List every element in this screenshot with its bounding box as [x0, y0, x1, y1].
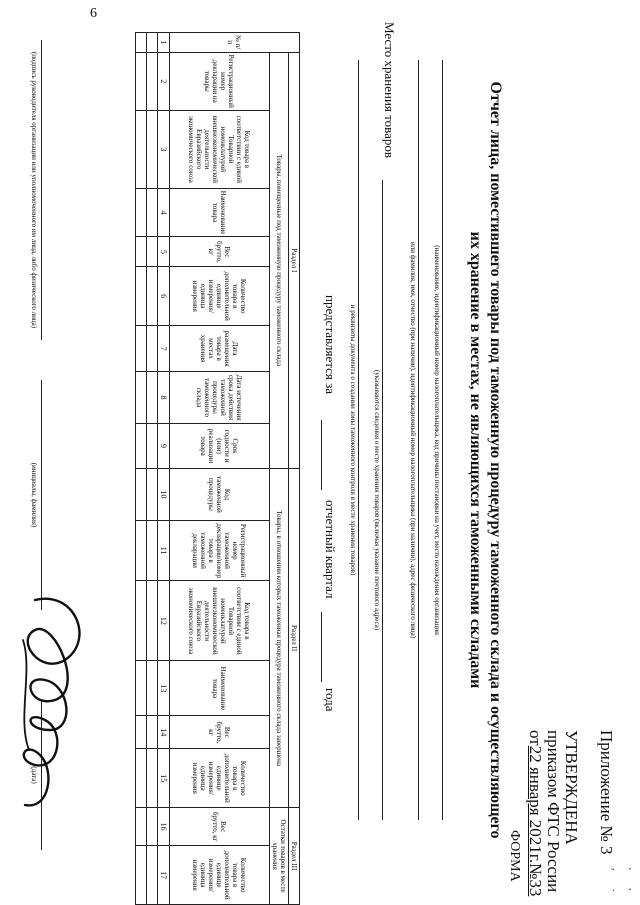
org-line	[442, 60, 443, 820]
title-line1: Отчет лица, поместившего товары под таможенную процедуру таможенного склада и осуществляющего	[487, 81, 504, 839]
col-number: 6	[158, 267, 170, 326]
approval-block	[526, 730, 580, 896]
person-hint: или фамилия, имя, отчество (при наличии), идентификационный номер налогоплательщика (при наличии), адрес физического лица)	[409, 241, 417, 639]
approved-prefix: от	[526, 730, 545, 746]
s1-col-shelf-life: Срок годности и (или) реализации товара	[170, 423, 270, 468]
table-row	[147, 33, 158, 905]
s2-col-name: Наименование товара	[170, 661, 270, 716]
zone-line	[358, 60, 359, 820]
storage-hint: (указываются сведения о месте хранения товаров (включая указание почтового адреса)	[373, 369, 381, 631]
s1-col-name: Наименование товара	[170, 188, 270, 237]
title-line2: их хранение в местах, не являющихся таможенными складами	[467, 231, 484, 689]
page-number: 6	[90, 6, 97, 21]
handwritten-signature	[5, 580, 95, 820]
col-number: 5	[158, 237, 170, 267]
s3-col-quantity: Количество товара в дополнительной единице измерения/единица измерения	[170, 846, 270, 905]
column-numbers-row	[158, 33, 170, 905]
date-hint: (дата)	[30, 766, 38, 784]
col-number: 2	[158, 52, 170, 110]
col-number: 17	[158, 846, 170, 905]
section3-subtitle: Остатки товаров в месте хранения	[270, 808, 289, 905]
col-number: 11	[158, 520, 170, 581]
section2-subtitle: Товары, в отношении которых таможенная процедура таможенного склада завершена	[270, 469, 289, 808]
report-table	[135, 32, 300, 905]
signature-line	[41, 40, 42, 340]
col-number: 3	[158, 110, 170, 188]
approved-line1: УТВЕРЖДЕНА	[562, 730, 581, 845]
approved-line2: приказом ФТС России	[544, 730, 563, 893]
form-label: ФОРМА	[507, 830, 522, 882]
col-number: 8	[158, 372, 170, 424]
quarter-blank	[321, 420, 322, 490]
period-quarter: отчетный квартал	[323, 500, 338, 599]
col-number: 12	[158, 581, 170, 661]
period-presented: представляется за	[323, 295, 338, 394]
person-line	[418, 60, 419, 820]
s1-col-tnved: Код товара в соответствии с единой Товарной номенклатурой внешнеэкономической деятельности Евразийского экономического союза	[170, 110, 270, 188]
zone-hint: и реквизиты документа о создании зоны таможенного контроля в месте хранения товаров)	[349, 304, 357, 576]
col-number: 15	[158, 749, 170, 808]
s1-col-quantity: Количество товара в дополнительной единице измерения/единица измерения	[170, 267, 270, 326]
approved-number: №33	[526, 863, 545, 897]
name-hint: (инициалы, фамилия)	[30, 462, 38, 528]
col-number: 9	[158, 423, 170, 468]
s1-col-weight: Вес брутто, кг	[170, 237, 270, 267]
section1-title: Раздел I	[289, 52, 300, 469]
col-number: 1	[158, 33, 170, 53]
s1-col-placement-date: Дата размещения товара в местах хранения	[170, 325, 270, 371]
col-number: 4	[158, 188, 170, 237]
section1-subtitle: Товары, помещенные под таможенную процедуру таможенного склада	[270, 52, 289, 469]
s3-col-weight: Вес брутто, кг	[170, 808, 270, 846]
table-row	[136, 33, 147, 905]
org-hint: (наименование, идентификационный номер налогоплательщика, код причины постановки на учет, место нахождения организации	[433, 245, 441, 635]
col-num-header: № п/п	[170, 33, 300, 53]
s2-col-weight: Вес брутто, кг	[170, 716, 270, 749]
name-line	[41, 380, 42, 610]
storage-line	[382, 180, 383, 820]
col-number: 10	[158, 469, 170, 521]
scan-marks: ' ' , .	[610, 868, 632, 900]
s2-col-tnved: Код товара в соответствии с единой Товарной номенклатурой внешнеэкономической деятельности Евразийского экономического союза	[170, 581, 270, 661]
section3-title: Раздел III	[289, 808, 300, 905]
signature-hint: (подпись руководителя организации или уполномоченного им лица, либо физического лица)	[30, 51, 38, 329]
section2-title: Раздел II	[289, 469, 300, 808]
storage-place-label: Место хранения товаров	[382, 22, 397, 159]
period-year: года	[323, 688, 338, 712]
s2-col-quantity: Количество товара в дополнительной единице измерения/единица измерения	[170, 749, 270, 808]
s2-col-declaration: Регистрационный номер таможенной декларации/номер товара в таможенной декларации	[170, 520, 270, 581]
report-title	[465, 50, 505, 870]
appendix-label: Приложение № 3	[597, 730, 616, 855]
approved-date: 22 января 2021г.	[526, 745, 545, 864]
s1-col-declaration: Регистрационный номер декларации на товары	[170, 52, 270, 110]
s1-col-expiry-date: Дата истечения срока действия таможенной процедуры таможенного склада	[170, 372, 270, 424]
col-number: 14	[158, 716, 170, 749]
col-number: 7	[158, 325, 170, 371]
s2-col-procedure-code: Код таможенной процедуры	[170, 469, 270, 521]
col-number: 16	[158, 808, 170, 846]
approved-line3	[526, 730, 544, 896]
year-blank	[321, 612, 322, 682]
col-number: 13	[158, 661, 170, 716]
